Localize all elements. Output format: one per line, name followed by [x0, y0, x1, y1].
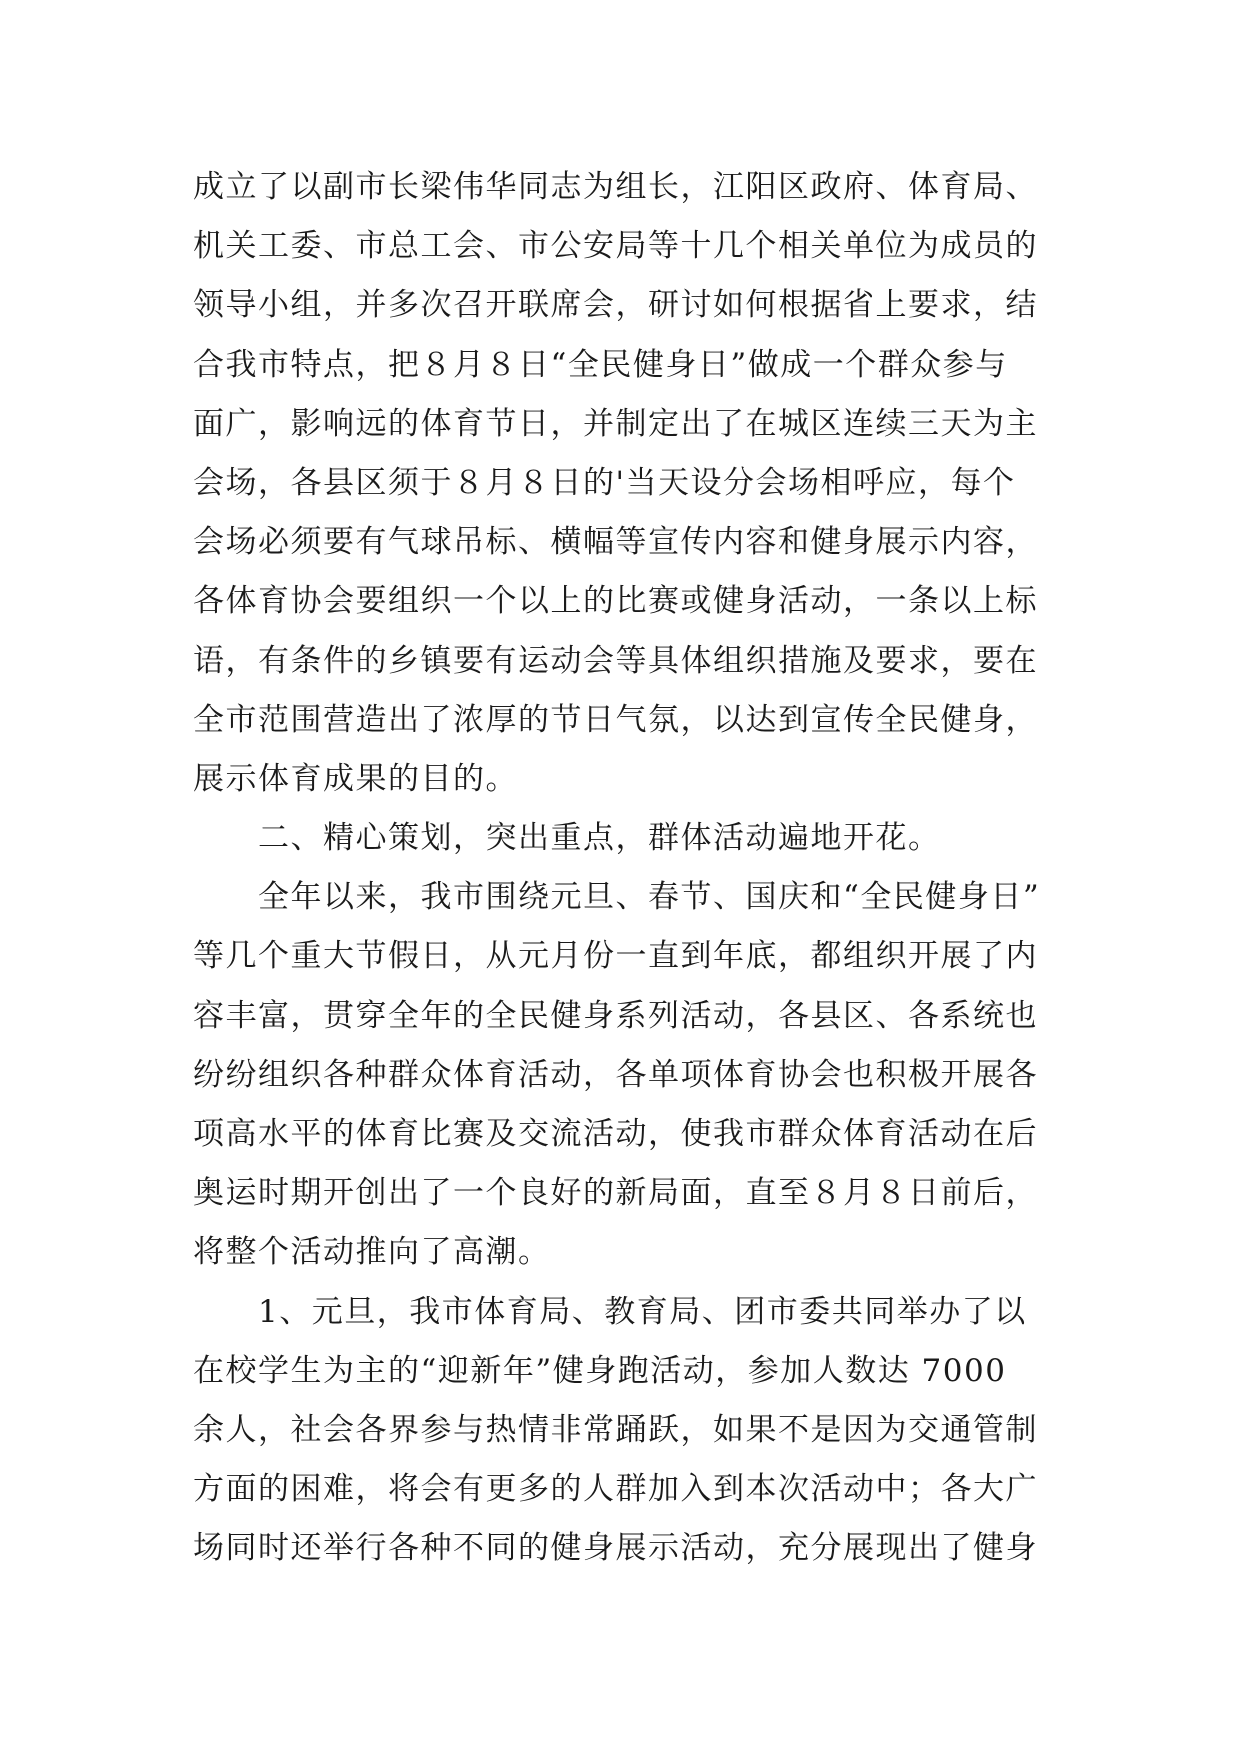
text-line: 全年以来，我市围绕元旦、春节、国庆和“全民健身日”	[193, 879, 1041, 916]
text-line: 机关工委、市总工会、市公安局等十几个相关单位为成员的	[193, 228, 1038, 265]
text-line: 场同时还举行各种不同的健身展示活动，充分展现出了健身	[193, 1530, 1038, 1567]
text-line: 会场必须要有气球吊标、横幅等宣传内容和健身展示内容，	[193, 524, 1038, 561]
text-line: 面广，影响远的体育节日，并制定出了在城区连续三天为主	[193, 405, 1038, 442]
text-line: 方面的困难，将会有更多的人群加入到本次活动中；各大广	[193, 1471, 1038, 1508]
body-text	[193, 158, 1063, 1579]
text-line: 奥运时期开创出了一个良好的新局面，直至８月８日前后，	[193, 1175, 1038, 1212]
text-line: 全市范围营造出了浓厚的节日气氛，以达到宣传全民健身，	[193, 701, 1038, 738]
text-line: 容丰富，贯穿全年的全民健身系列活动，各县区、各系统也	[193, 997, 1038, 1034]
section-heading: 二、精心策划，突出重点，群体活动遍地开花。	[193, 820, 941, 857]
text-line: 语，有条件的乡镇要有运动会等具体组织措施及要求，要在	[193, 642, 1038, 679]
text-line: 余人，社会各界参与热情非常踊跃，如果不是因为交通管制	[193, 1411, 1038, 1448]
text-line: 项高水平的体育比赛及交流活动，使我市群众体育活动在后	[193, 1116, 1038, 1152]
text-line: 各体育协会要组织一个以上的比赛或健身活动，一条以上标	[193, 583, 1038, 620]
text-line: 展示体育成果的目的。	[193, 760, 518, 797]
text-line: 将整个活动推向了高潮。	[193, 1234, 551, 1271]
text-line: 等几个重大节假日，从元月份一直到年底，都组织开展了内	[193, 938, 1038, 975]
text-line: 纷纷组织各种群众体育活动，各单项体育协会也积极开展各	[193, 1056, 1038, 1093]
text-line: 领导小组，并多次召开联席会，研讨如何根据省上要求，结	[193, 287, 1038, 324]
text-line: 成立了以副市长梁伟华同志为组长，江阳区政府、体育局、	[193, 169, 1038, 205]
text-line: 在校学生为主的“迎新年”健身跑活动，参加人数达 7000	[193, 1352, 1007, 1389]
text-line: 1、元旦，我市体育局、教育局、团市委共同举办了以	[193, 1293, 1027, 1330]
text-line: 会场，各县区须于８月８日的'当天设分会场相呼应，每个	[193, 464, 1016, 501]
text-line: 合我市特点，把８月８日“全民健身日”做成一个群众参与	[193, 346, 1008, 383]
